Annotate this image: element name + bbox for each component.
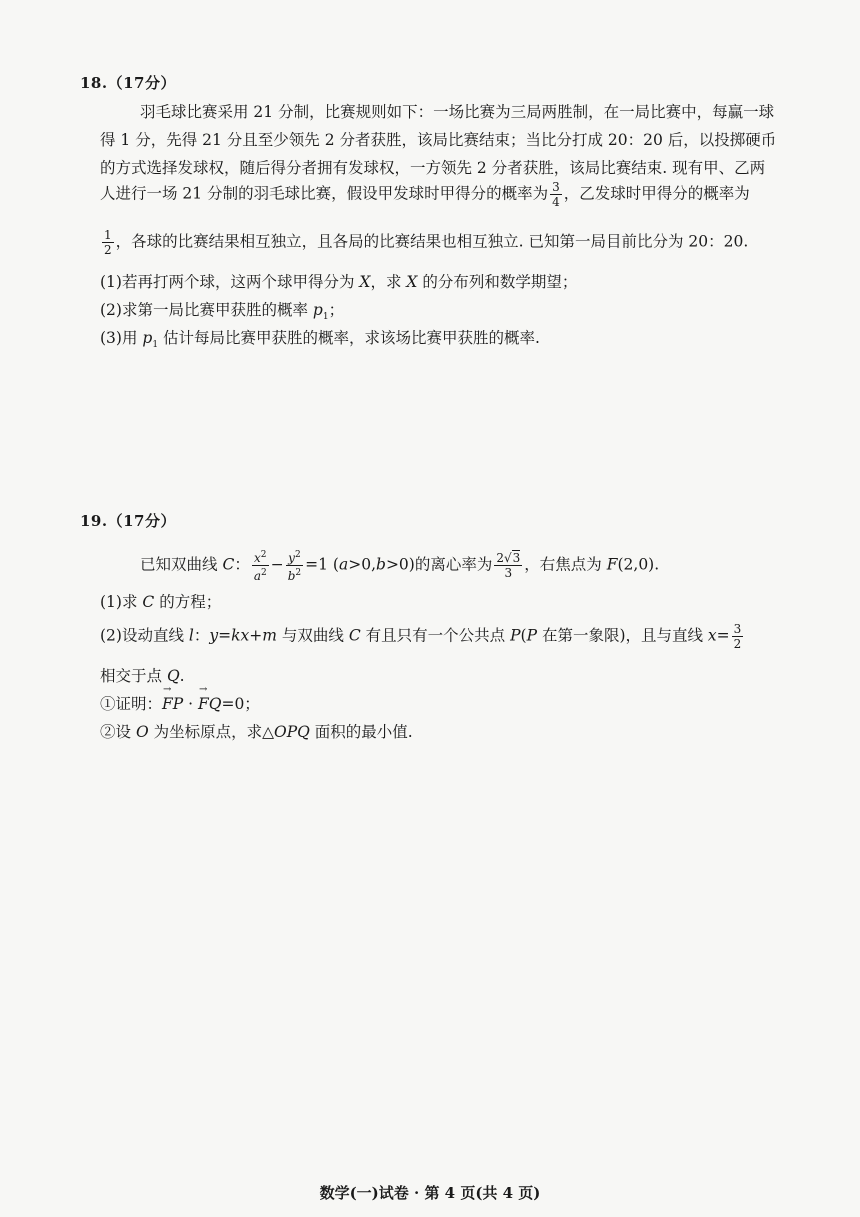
text: ( xyxy=(520,626,527,645)
superscript: 2 xyxy=(260,550,267,560)
text: 有且只有一个公共点 xyxy=(360,626,511,645)
text: >0)的离心率为 xyxy=(385,555,493,574)
question-18-header: 18.（17分） xyxy=(80,74,176,92)
fraction-x2-a2 xyxy=(252,548,269,583)
q18-line-1: 羽毛球比赛采用 21 分制，比赛规则如下：一场比赛为三局两胜制，在一局比赛中，每赢一球 xyxy=(140,103,775,121)
text: (1)若再打两个球，这两个球甲得分为 xyxy=(100,273,360,291)
frac-denominator: 2 xyxy=(733,637,742,651)
dot-operator: · xyxy=(183,695,198,713)
variable-O: O xyxy=(135,723,149,741)
q18-line-4-text-a: 人进行一场 21 分制的羽毛球比赛，假设甲发球时甲得分的概率为 xyxy=(100,184,549,203)
text: >0, xyxy=(348,555,376,574)
variable-b: b xyxy=(287,569,296,583)
vector-FP: → FP xyxy=(162,695,183,713)
text: (2,0). xyxy=(617,555,660,574)
variable-l: l xyxy=(188,626,194,645)
text: ，右焦点为 xyxy=(524,555,607,574)
variable-a: a xyxy=(338,555,349,574)
variable-x: x xyxy=(254,551,261,565)
q18-line-5-text: ，各球的比赛结果相互独立，且各局的比赛结果也相互独立. 已知第一局目前比分为 20：20. xyxy=(115,232,749,251)
fraction-eccentricity xyxy=(494,551,522,580)
question-19-header: 19.（17分） xyxy=(80,512,176,530)
q18-line-5 xyxy=(100,228,748,257)
variable-p: p xyxy=(142,329,153,347)
variable-y: y xyxy=(209,626,219,645)
radicand: 3 xyxy=(512,551,521,565)
variable-X: X xyxy=(406,273,418,291)
frac-denominator: 4 xyxy=(552,195,560,209)
frac-denominator: 3 xyxy=(504,566,513,580)
text: 相交于点 xyxy=(100,667,167,685)
superscript: 2 xyxy=(294,550,301,560)
q18-subquestion-2 xyxy=(100,298,344,322)
q18-subquestion-3 xyxy=(100,326,540,350)
frac-numerator: 3 xyxy=(733,622,742,636)
variable-a: a xyxy=(253,569,261,583)
text: 的方程； xyxy=(154,593,222,611)
text: 估计每局比赛甲获胜的概率，求该场比赛甲获胜的概率. xyxy=(158,329,540,347)
text: 在第一象限)，且与直线 xyxy=(537,626,708,645)
variable-C: C xyxy=(348,626,361,645)
variable-kx: kx xyxy=(231,626,250,645)
q18-line-2: 得 1 分，先得 21 分且至少领先 2 分者获胜，该局比赛结束；当比分打成 20：20 后，以投掷硬币 xyxy=(100,131,777,149)
q19-part-2 xyxy=(100,720,413,742)
variable-P: P xyxy=(526,626,538,645)
text: ，求 xyxy=(370,273,407,291)
variable-m: m xyxy=(262,626,277,645)
q19-subquestion-1 xyxy=(100,590,221,612)
text: ； xyxy=(328,301,345,319)
frac-numerator: 3 xyxy=(552,180,560,194)
text: 面积的最小值. xyxy=(309,723,413,741)
text: =0； xyxy=(221,695,260,713)
text: ： xyxy=(234,555,250,574)
superscript: 2 xyxy=(260,568,267,578)
fraction-three-halves xyxy=(732,622,744,651)
frac-numerator: 1 xyxy=(104,228,112,242)
text: = xyxy=(716,626,730,645)
text: + xyxy=(249,626,263,645)
text: (2)设动直线 xyxy=(100,626,189,645)
text: ①证明： xyxy=(100,695,163,713)
variable-x: x xyxy=(707,626,717,645)
q19-subquestion-2-cont xyxy=(100,664,185,686)
superscript: 2 xyxy=(295,568,302,578)
text: ： xyxy=(193,626,210,645)
fraction-three-quarters xyxy=(550,180,562,209)
variable-b: b xyxy=(376,555,386,574)
text: (1)求 xyxy=(100,593,143,611)
q18-line-3: 的方式选择发球权，随后得分者拥有发球权，一方领先 2 分者获胜，该局比赛结束. 现有甲、乙两 xyxy=(100,159,766,177)
variable-X: X xyxy=(359,273,371,291)
subscript: 1 xyxy=(152,340,159,351)
text: 的分布列和数学期望； xyxy=(417,273,578,291)
text: (2)求第一局比赛甲获胜的概率 xyxy=(100,301,313,319)
variable-C: C xyxy=(222,555,235,574)
frac-numerator: 2 xyxy=(496,551,504,565)
text: 与双曲线 xyxy=(276,626,349,645)
q19-subquestion-2 xyxy=(100,622,745,651)
text: (3)用 xyxy=(100,329,143,347)
text: = xyxy=(218,626,232,645)
text: 已知双曲线 xyxy=(140,555,223,574)
variable-P: P xyxy=(510,626,521,645)
text: 为坐标原点，求△ xyxy=(148,723,275,741)
sqrt-symbol: √ xyxy=(503,551,512,565)
fraction-y2-b2 xyxy=(286,548,303,583)
text: ②设 xyxy=(100,723,136,741)
q19-line-1 xyxy=(140,548,659,583)
frac-denominator: 2 xyxy=(104,243,112,257)
variable-F: F xyxy=(606,555,618,574)
page-footer: 数学(一)试卷 · 第 4 页(共 4 页) xyxy=(319,1184,541,1202)
text: . xyxy=(179,667,185,685)
minus-sign: − xyxy=(270,555,284,574)
variable-y: y xyxy=(288,551,295,565)
vector-FQ: → FQ xyxy=(198,695,221,713)
q18-subquestion-1 xyxy=(100,270,577,292)
q19-part-1 xyxy=(100,692,260,714)
q18-line-4 xyxy=(100,180,750,209)
variable-C: C xyxy=(142,593,155,611)
variable-p: p xyxy=(312,301,323,319)
subscript: 1 xyxy=(322,312,329,323)
q18-line-4-text-b: ，乙发球时甲得分的概率为 xyxy=(563,184,750,203)
fraction-one-half xyxy=(102,228,114,257)
variable-OPQ: OPQ xyxy=(274,723,310,741)
text: =1 ( xyxy=(305,555,339,574)
variable-Q: Q xyxy=(166,667,180,685)
